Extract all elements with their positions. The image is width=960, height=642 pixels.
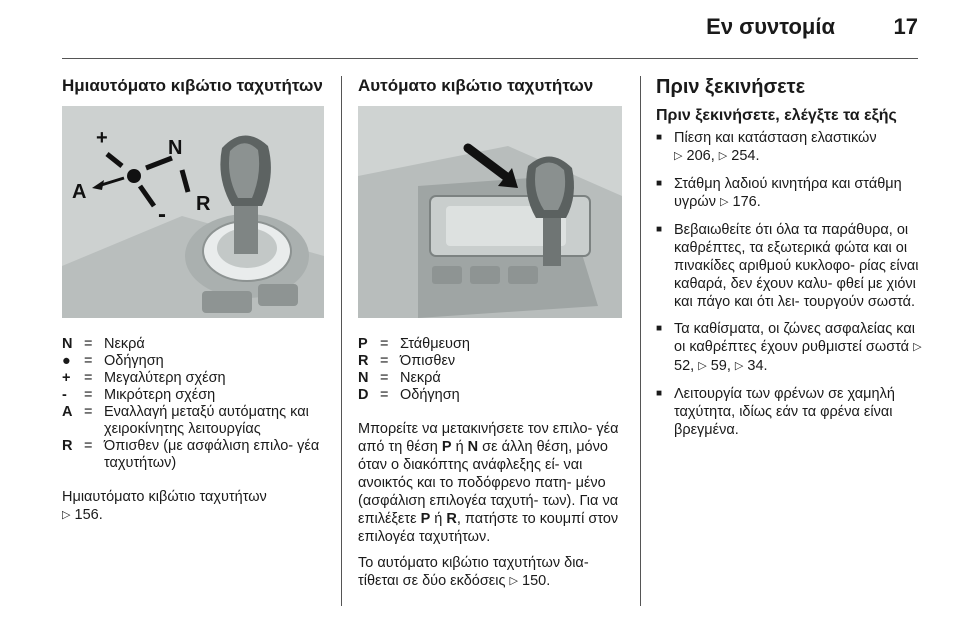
checklist [656,129,922,439]
list-item-text: Λειτουργία των φρένων σε χαμηλή ταχύτητα, ιδίως εάν τα φρένα είναι βρεγμένα. [674,386,895,438]
list-item [656,385,922,439]
bullet-icon: ■ [656,178,663,189]
legend-symbol: R [358,353,369,369]
cross-reference-link[interactable]: 59, [710,358,735,374]
text-run: Το αυτόματο κιβώτιο ταχυτήτων δια- τίθεται σε δύο εκδόσεις [358,555,589,589]
text-run: ή [430,511,447,527]
list-item [656,221,922,311]
gear-letter: N [467,439,479,455]
legend-text: Οδήγηση [104,353,164,369]
legend-symbol: N [358,370,369,386]
legend-row [62,438,324,472]
list-item-text: Τα καθίσματα, οι ζώνες ασφαλείας και οι καθρέπτες έχουν ρυθμιστεί σωστά [674,321,915,355]
subsection-title-checks: Πριν ξεκινήσετε, ελέγξτε τα εξής [656,107,897,124]
legend-symbol: + [62,370,71,386]
cross-reference-paragraph [62,488,324,525]
column-semi-automatic [62,76,324,525]
semi-automatic-shifter-illustration [62,106,324,318]
legend-equals: = [84,370,93,386]
page-ref-arrow-icon: ▷ [718,150,728,162]
figure-label-r: R [196,193,211,215]
cross-reference-link[interactable]: 150. [522,573,551,589]
running-header-title: Εν συντομία [706,14,835,39]
figure-label-minus: - [158,201,166,228]
legend-symbol: R [62,438,73,454]
legend-equals: = [380,336,389,352]
legend-equals: = [380,387,389,403]
legend-row [62,336,324,353]
text-run: σε άλλη θέση, μόνο όταν ο διακόπτης ανάφλεξης εί- ναι ανοικτός και το ποδόφρενο πατη- μένο (ασφάλιση επιλογέα ταχυτή- των). Για να επιλέξετε [358,439,619,527]
header-divider [62,58,918,59]
legend-row [62,353,324,370]
bullet-icon: ■ [656,323,663,334]
legend-text: Στάθμευση [400,336,471,352]
page-ref-arrow-icon: ▷ [509,575,518,587]
bullet-icon: ■ [656,224,663,235]
legend-equals: = [84,353,93,369]
figure-label-plus: + [96,127,108,149]
legend-row [358,336,622,353]
legend-symbol: ● [62,353,71,369]
legend-row [358,387,622,404]
legend-symbol: A [62,404,73,420]
legend-symbol: P [358,336,368,352]
section-title-before-start: Πριν ξεκινήσετε [656,76,806,98]
page-number: 17 [893,14,918,39]
column-divider-2 [640,76,641,606]
legend-text: Νεκρά [104,336,145,352]
list-item-text: Πίεση και κατάσταση ελαστικών [674,130,877,146]
legend-row [62,370,324,387]
legend-equals: = [84,336,93,352]
legend-text: Όπισθεν (με ασφάλιση επιλο- γέα ταχυτήτων) [104,438,320,471]
versions-paragraph [358,554,622,591]
legend-text: Όπισθεν [400,353,456,369]
gear-letter: P [441,439,452,455]
legend-equals: = [380,370,389,386]
list-item-text: Βεβαιωθείτε ότι όλα τα παράθυρα, οι καθρέπτες, τα εξωτερικά φώτα και οι πινακίδες αριθμού κυκλοφο- ρίας είναι καθαρά, δεν έχουν καλυ- φθεί με χιόνι και πάγο και ότι λει- τουργούν σωστά. [674,222,919,310]
legend-text: Μεγαλύτερη σχέση [104,370,226,386]
legend-symbol: N [62,336,73,352]
section-title-semi-automatic: Ημιαυτόματο κιβώτιο ταχυτήτων [62,76,323,95]
page-ref-arrow-icon: ▷ [674,150,683,162]
text-run: ή [451,439,468,455]
column-divider-1 [341,76,342,606]
cross-reference-text: Ημιαυτόματο κιβώτιο ταχυτήτων [62,489,267,505]
cross-reference-link[interactable]: 206, [686,148,719,164]
automatic-shifter-illustration [358,106,622,318]
column-before-start [656,76,922,448]
gear-letter: R [446,511,457,527]
column-automatic [358,76,622,591]
legend-text: Μικρότερη σχέση [104,387,216,403]
shifter-drawing [62,106,324,318]
figure-label-n: N [168,137,183,159]
list-item [656,129,922,166]
legend-text: Νεκρά [400,370,441,386]
legend-symbol: - [62,387,67,403]
list-item [656,320,922,376]
legend-equals: = [380,353,389,369]
legend-automatic [358,336,622,404]
page-ref-arrow-icon: ▷ [734,360,744,372]
page-ref-arrow-icon: ▷ [913,341,922,353]
page-header [0,0,960,58]
list-item-text: Στάθμη λαδιού κινητήρα και στάθμη υγρών [674,176,902,210]
bullet-icon: ■ [656,132,663,143]
gear-letter: P [420,511,431,527]
figure-label-a: A [72,181,87,203]
page-ref-arrow-icon: ▷ [720,196,729,208]
legend-symbol: D [358,387,369,403]
page-ref-arrow-icon: ▷ [62,509,71,521]
legend-equals: = [84,438,93,454]
auto-shifter-drawing [358,106,622,318]
legend-row [62,387,324,404]
legend-text: Εναλλαγή μεταξύ αυτόματης και χειροκίνητης λειτουργίας [104,404,309,437]
cross-reference-link[interactable]: 34. [747,358,768,374]
legend-semi-automatic [62,336,324,472]
legend-equals: = [84,404,93,420]
list-item [656,175,922,212]
page-ref-arrow-icon: ▷ [698,360,707,372]
text-run: , πατήστε το κουμπί στον επιλογέα ταχυτήτων. [358,511,619,545]
bullet-icon: ■ [656,388,663,399]
cross-reference-link[interactable]: 254. [731,148,760,164]
legend-row [358,370,622,387]
cross-reference-link[interactable]: 176. [732,194,761,210]
legend-equals: = [84,387,93,403]
legend-row [62,404,324,438]
legend-text: Οδήγηση [400,387,460,403]
legend-row [358,353,622,370]
text-run: Μπορείτε να μετακινήσετε τον επιλο- γέα από τη θέση [358,421,619,455]
section-title-automatic: Αυτόματο κιβώτιο ταχυτήτων [358,76,594,95]
selector-lock-paragraph [358,420,622,546]
cross-reference-link[interactable]: 156. [74,507,103,523]
cross-reference-link[interactable]: 52, [674,358,699,374]
